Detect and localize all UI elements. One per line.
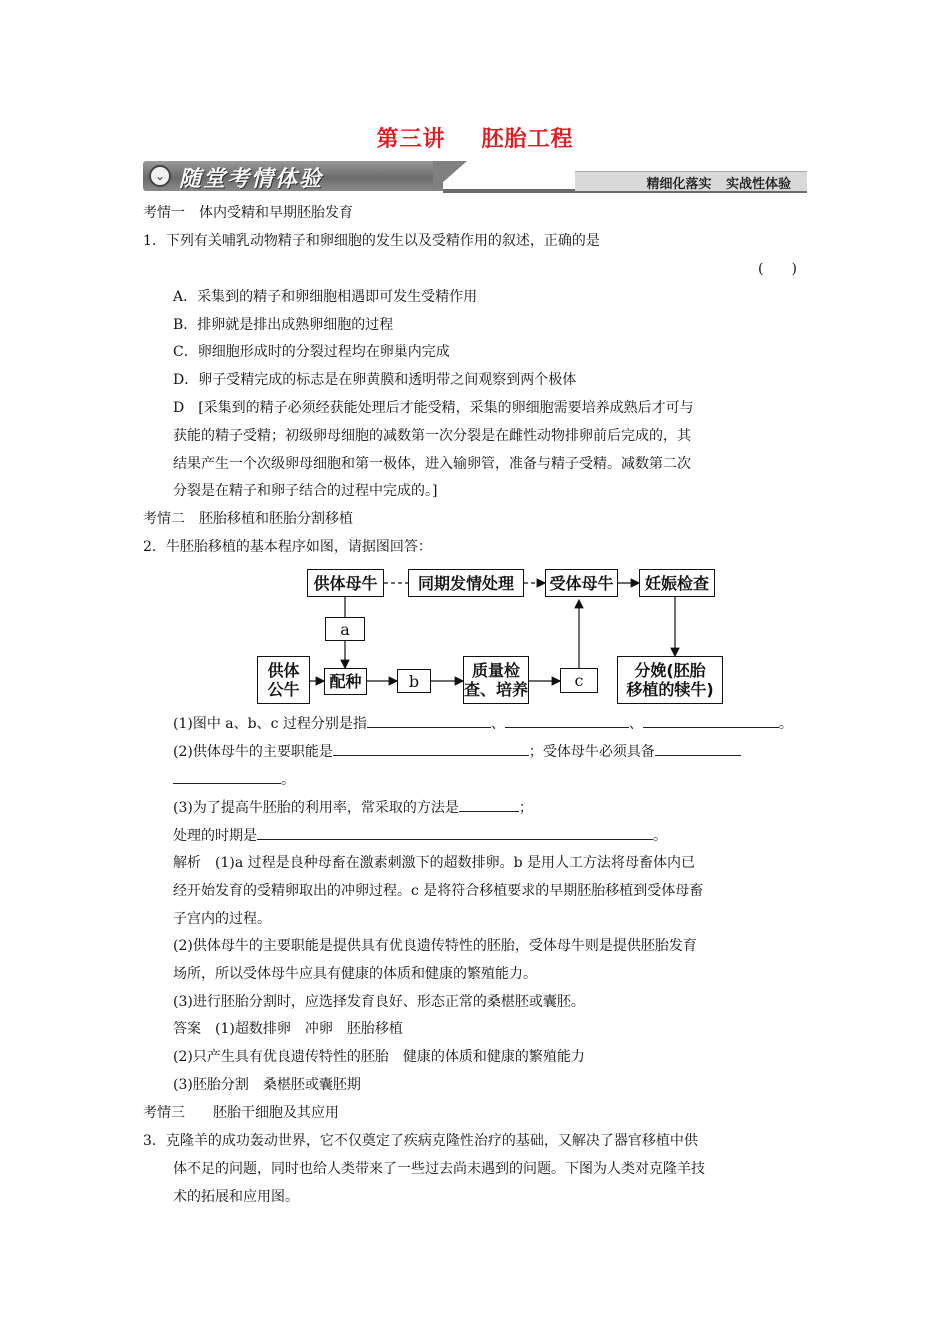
blank-recipient-role-cont[interactable] (173, 769, 281, 784)
question-3-line-3: 术的拓展和应用图。 (173, 1189, 299, 1205)
analysis-line-2: 经开始发育的受精卵取出的冲卵过程。c 是将符合移植要求的早期胚胎移植到受体母畜 (173, 883, 704, 899)
banner-subtitle: 精细化落实 实战性体验 (646, 177, 791, 192)
section-3-heading: 考情三 胚胎干细胞及其应用 (143, 1105, 339, 1121)
blank-method[interactable] (459, 797, 519, 812)
answer-line-1: 答案 (1)超数排卵 冲卵 胚胎移植 (173, 1021, 403, 1037)
semicolon: ； (518, 800, 533, 816)
option-c: C．卵细胞形成时的分裂过程均在卵巢内完成 (173, 344, 450, 360)
question-3-line-2: 体不足的问题，同时也给人类带来了一些过去尚未遇到的问题。下图为人类对克隆羊技 (173, 1161, 705, 1177)
embryo-transfer-flowchart (255, 564, 725, 709)
period-2: 。 (281, 772, 295, 788)
option-d: D．卵子受精完成的标志是在卵黄膜和透明带之间观察到两个极体 (173, 372, 577, 388)
answer-line-3: (3)胚胎分割 桑椹胚或囊胚期 (173, 1077, 361, 1093)
donor-bull-line-1: 供体 (267, 661, 300, 680)
blank-recipient-role[interactable] (655, 741, 741, 756)
box-mating: 配种 (324, 668, 367, 695)
question-2-part-1 (173, 713, 793, 734)
banner-label: 随堂考情体验 (179, 167, 324, 192)
quality-line-1: 质量检 (471, 661, 520, 680)
chevron-down-icon: ⌄ (149, 165, 171, 187)
q2-2-text-b: ；受体母牛必须具备 (528, 744, 655, 760)
section-banner (143, 161, 807, 195)
section-1-heading: 考情一 体内受精和早期胚胎发育 (143, 205, 353, 221)
box-donor-cow: 供体母牛 (307, 569, 384, 597)
box-a: a (325, 617, 365, 641)
option-b: B．排卵就是排出成熟卵细胞的过程 (173, 317, 394, 333)
box-b: b (397, 669, 431, 693)
box-birth (617, 656, 723, 704)
analysis-line-4: (2)供体母牛的主要职能是提供具有优良遗传特性的胚胎，受体母牛则是提供胚胎发育 (173, 938, 697, 954)
blank-b[interactable] (505, 713, 629, 728)
box-sync-estrus: 同期发情处理 (408, 569, 524, 597)
question-2-part-2-cont (173, 769, 295, 790)
donor-bull-line-2: 公牛 (267, 680, 300, 699)
question-2: 2．牛胚胎移植的基本程序如图，请据图回答： (143, 539, 432, 555)
blank-period[interactable] (257, 825, 653, 840)
explanation-1-line-4: 分裂是在精子和卵子结合的过程中完成的。] (173, 483, 438, 499)
page-title (0, 122, 950, 153)
question-2-part-3-period (173, 825, 667, 846)
explanation-1-line-3: 结果产生一个次级卵母细胞和第一极体，进入输卵管，准备与精子受精。减数第二次 (173, 456, 691, 472)
separator-2: 、 (628, 716, 643, 732)
analysis-line-3: 子宫内的过程。 (173, 911, 271, 927)
blank-c[interactable] (643, 713, 779, 728)
question-1: 1．下列有关哺乳动物精子和卵细胞的发生以及受精作用的叙述，正确的是 (143, 233, 600, 249)
question-3-line-1: 3．克隆羊的成功轰动世界，它不仅奠定了疾病克隆性治疗的基础，又解决了器官移植中供 (143, 1133, 698, 1149)
blank-donor-role[interactable] (333, 741, 529, 756)
analysis-line-5: 场所，所以受体母牛应具有健康的体质和健康的繁殖能力。 (173, 966, 537, 982)
box-c: c (560, 668, 598, 693)
q2-3-text: (3)为了提高牛胚胎的利用率，常采取的方法是 (173, 800, 459, 816)
period-3: 。 (653, 828, 667, 844)
birth-line-1: 分娩(胚胎 (634, 661, 706, 680)
box-pregnancy-check: 妊娠检查 (639, 569, 715, 597)
option-a: A．采集到的精子和卵细胞相遇即可发生受精作用 (173, 289, 478, 305)
blank-a[interactable] (367, 713, 491, 728)
answer-line-2: (2)只产生具有优良遗传特性的胚胎 健康的体质和健康的繁殖能力 (173, 1049, 585, 1065)
q2-3-period-text: 处理的时期是 (173, 828, 257, 844)
analysis-line-6: (3)进行胚胎分割时，应选择发育良好、形态正常的桑椹胚或囊胚。 (173, 994, 585, 1010)
box-recipient-cow: 受体母牛 (545, 569, 618, 597)
separator-1: 、 (490, 716, 505, 732)
q2-2-text-a: (2)供体母牛的主要职能是 (173, 744, 333, 760)
explanation-1-line-2: 获能的精子受精；初级卵母细胞的减数第一次分裂是在雌性动物排卵前后完成的，其 (173, 428, 691, 444)
question-2-part-2 (173, 741, 741, 762)
section-2-heading: 考情二 胚胎移植和胚胎分割移植 (143, 511, 353, 527)
explanation-1-line-1: D [采集到的精子必须经获能处理后才能受精，采集的卵细胞需要培养成熟后才可与 (173, 400, 694, 416)
box-quality-check (463, 656, 529, 704)
birth-line-2: 移植的犊牛) (626, 680, 714, 699)
title-part-2: 胚胎工程 (481, 127, 574, 152)
q2-1-text: (1)图中 a、b、c 过程分别是指 (173, 716, 367, 732)
answer-paren: ( ) (758, 261, 797, 277)
box-donor-bull (257, 656, 310, 704)
quality-line-2: 查、培养 (464, 680, 529, 699)
analysis-line-1: 解析 (1)a 过程是良种母畜在激素刺激下的超数排卵。b 是用人工方法将母畜体内已 (173, 855, 696, 871)
period-1: 。 (778, 716, 793, 732)
question-2-part-3 (173, 797, 533, 818)
title-part-1: 第三讲 (376, 127, 446, 152)
